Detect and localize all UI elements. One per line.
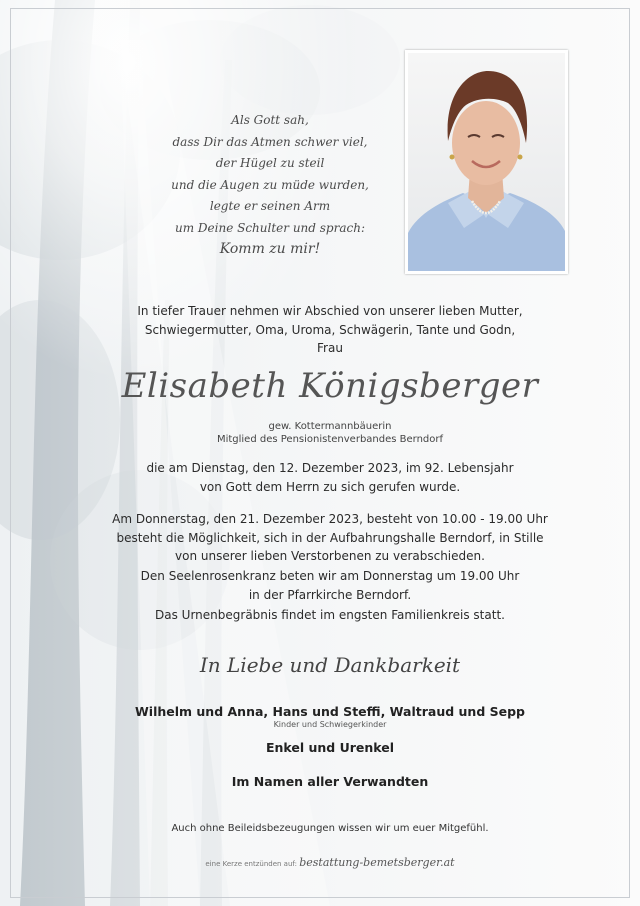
portrait-photo [405,50,568,274]
poem-line: um Deine Schulter und sprach: [174,220,365,235]
poem-line: und die Augen zu müde wurden, [171,177,369,192]
relatives: Im Namen aller Verwandten [231,774,429,789]
footer [100,856,560,871]
rosary-line: in der Pfarrkirche Berndorf. [248,587,412,602]
urn-burial-notice: Das Urnenbegräbnis findet im engsten Familienkreis statt. [155,608,505,622]
deceased-former-occupation: gew. Kottermannbäuerin [268,421,392,432]
portrait-image [408,53,565,271]
intro-line: In tiefer Trauer nehmen wir Abschied von unserer lieben Mutter, [137,304,523,318]
footer-prefix: eine Kerze entzünden auf: [205,860,297,868]
poem-line: Komm zu mir! [219,241,321,257]
family-names: Wilhelm und Anna, Hans und Steffi, Waltraud und Sepp [135,704,525,719]
poem-line: der Hügel zu steil [215,156,325,170]
thanks-heading: In Liebe und Dankbarkeit [199,653,461,677]
deceased-name: Elisabeth Königsberger [121,366,539,406]
footer-url-link[interactable]: bestattung-bemetsberger.at [299,856,455,869]
poem-line: legte er seinen Arm [209,199,331,213]
poem-line: Als Gott sah, [231,113,309,127]
death-notice [100,459,560,496]
family-relation: Kinder und Schwiegerkinder [273,720,387,729]
wake-line: Am Donnerstag, den 21. Dezember 2023, besteht von 10.00 - 19.00 Uhr [112,512,548,526]
death-line: von Gott dem Herrn zu sich gerufen wurde. [199,479,461,494]
deceased-membership: Mitglied des Pensionistenverbandes Berndorf [216,434,444,445]
wake-line: von unserer lieben Verstorbenen zu verabschieden. [175,549,485,563]
poem-line: dass Dir das Atmen schwer viel, [172,134,368,149]
grandchildren: Enkel und Urenkel [265,740,395,755]
intro-text [100,302,560,358]
rosary-line: Den Seelenrosenkranz beten wir am Donnerstag um 19.00 Uhr [140,569,520,583]
wake-line: besteht die Möglichkeit, sich in der Aufbahrungshalle Berndorf, in Stille [116,530,544,545]
wake-notice [100,510,560,566]
rosary-notice [100,567,560,604]
no-condolences-note: Auch ohne Beileidsbezeugungen wissen wir um euer Mitgefühl. [171,823,489,834]
intro-line: Frau [317,341,343,355]
death-line: die am Dienstag, den 12. Dezember 2023, im 92. Lebensjahr [146,461,514,475]
intro-line: Schwiegermutter, Oma, Uroma, Schwägerin, Tante und Godn, [144,322,516,337]
poem [140,110,400,261]
